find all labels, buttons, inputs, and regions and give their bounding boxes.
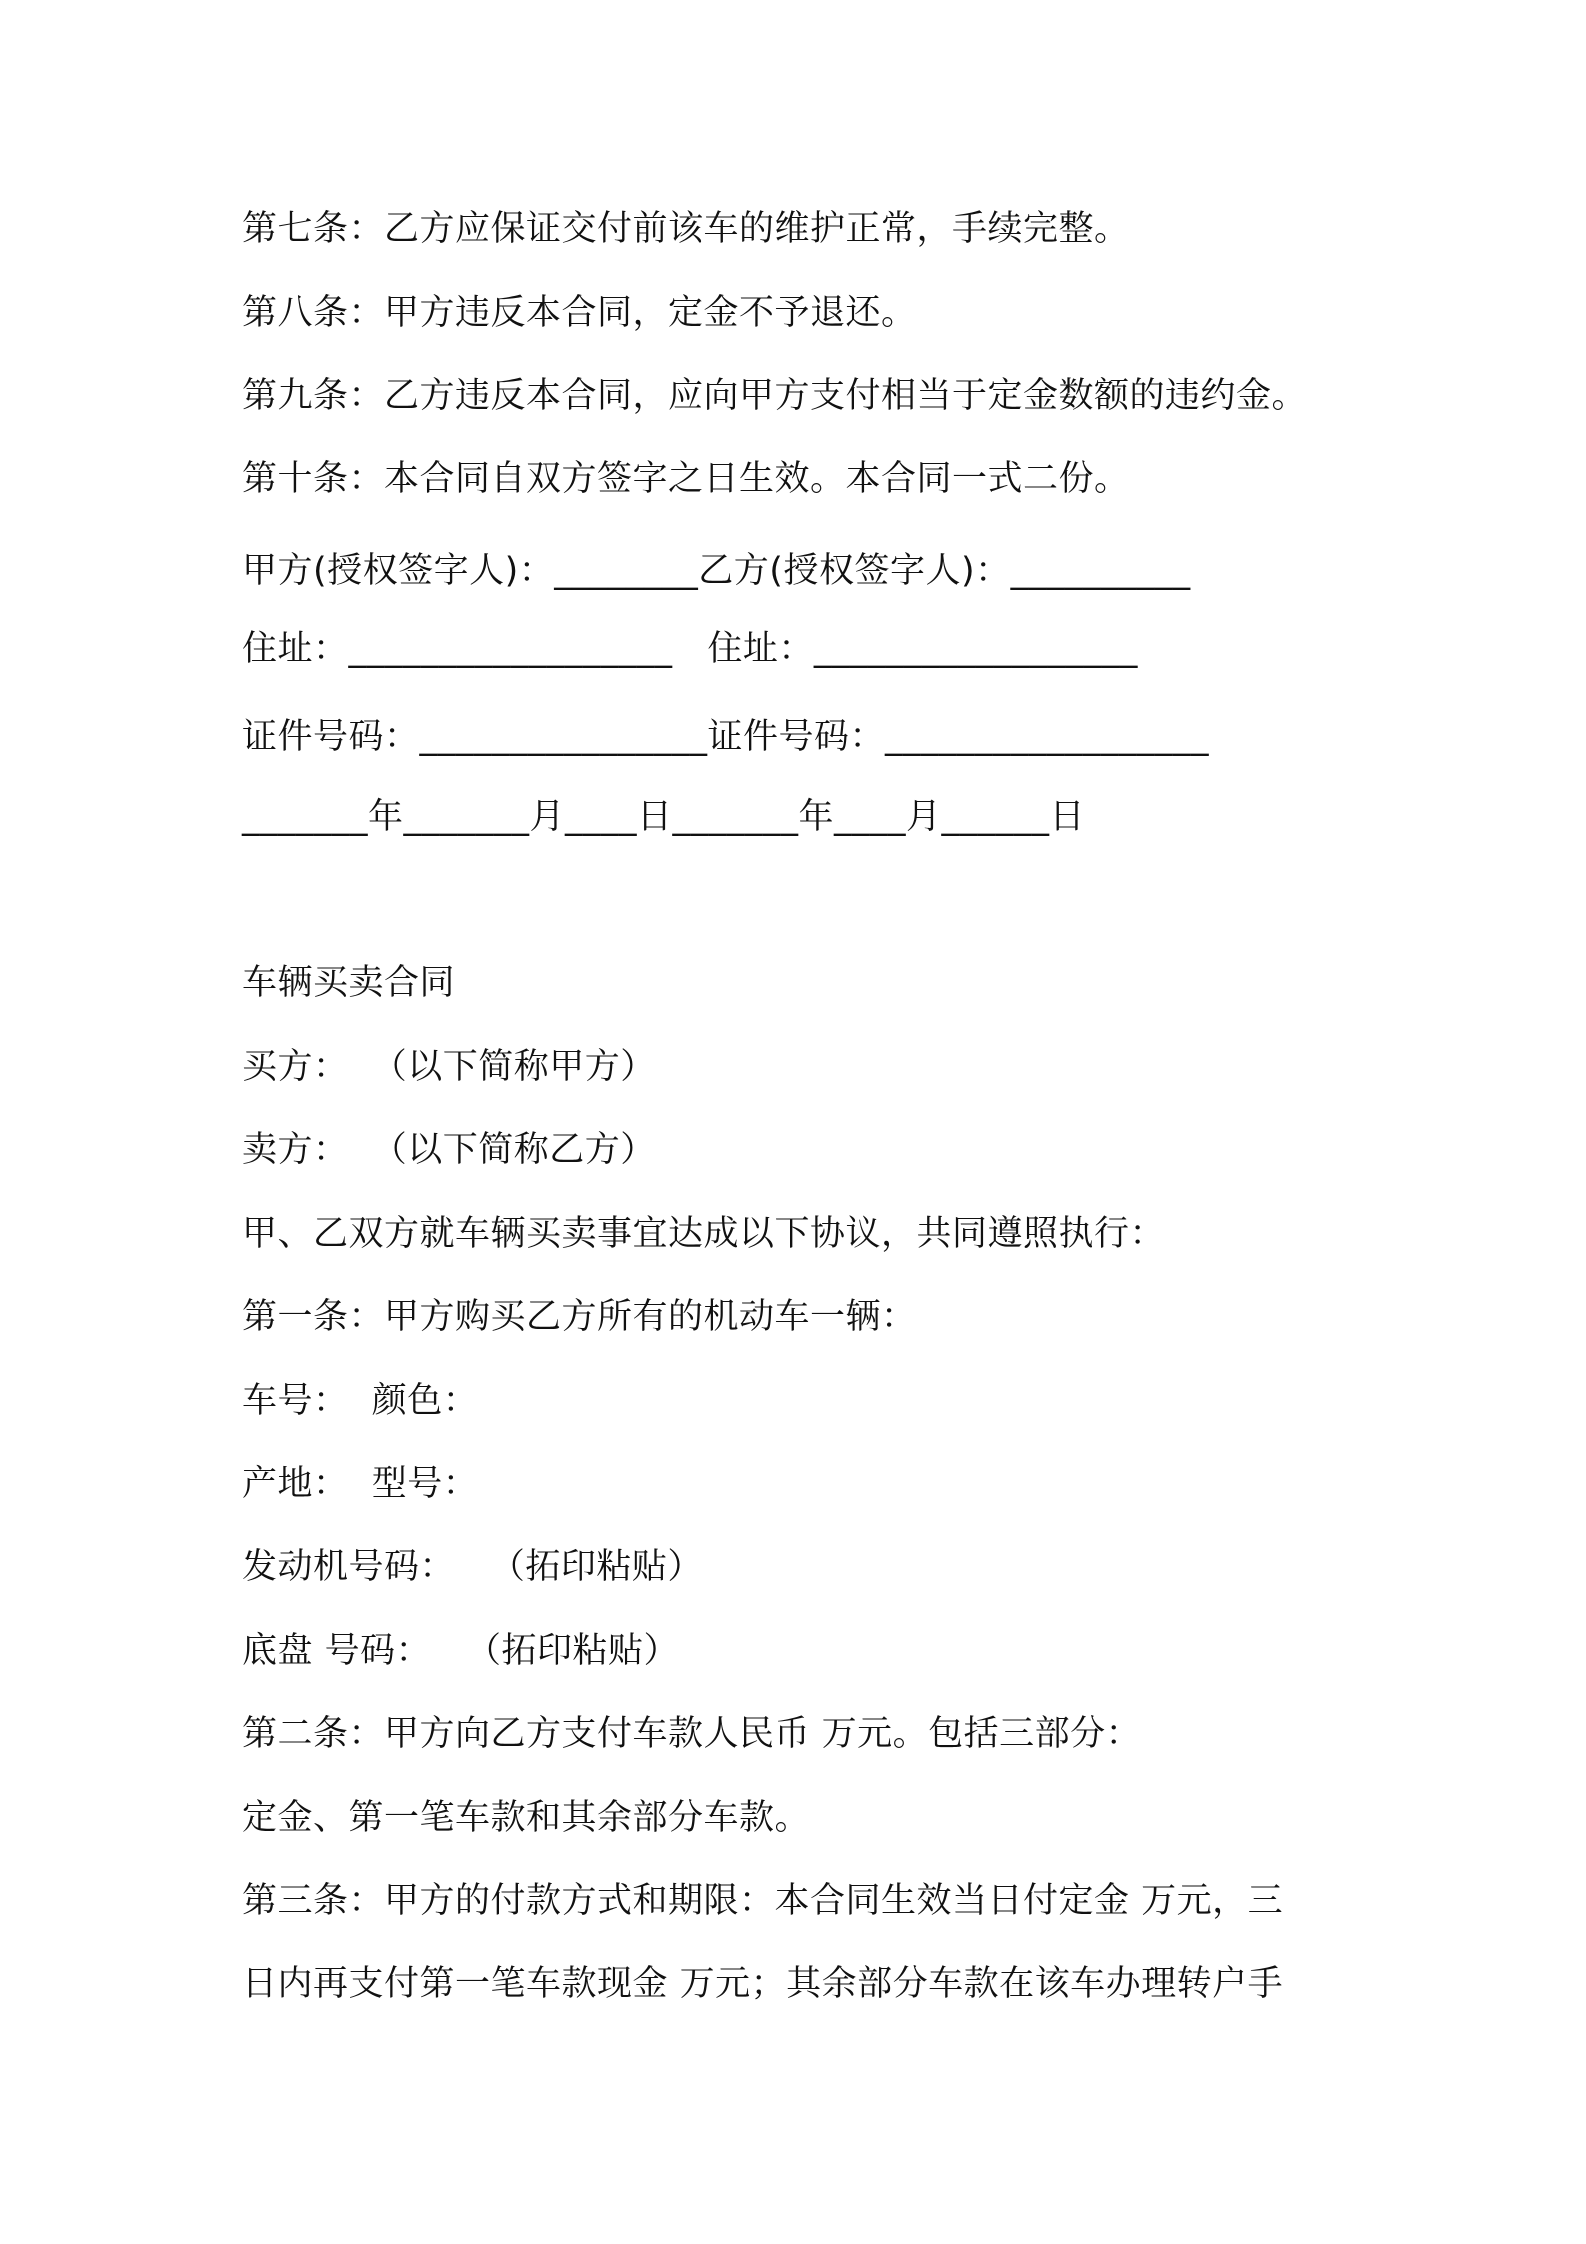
- address-line: 住址：__________________ 住址：__________________: [242, 629, 1138, 669]
- id-number-line: 证件号码：________________证件号码：__________________: [242, 717, 1210, 757]
- chassis-number-line: 底盘 号码： （拓印粘贴）: [242, 1631, 680, 1671]
- article-2-continued: 定金、第一笔车款和其余部分车款。: [242, 1798, 811, 1838]
- article-3: 第三条：甲方的付款方式和期限：本合同生效当日付定金 万元，三: [242, 1881, 1284, 1921]
- date-line: _______年_______月____日_______年____月______日: [242, 797, 1086, 837]
- plate-color-line: 车号： 颜色：: [242, 1381, 479, 1421]
- signatory-line: 甲方(授权签字人)：________乙方(授权签字人)：__________: [242, 551, 1191, 591]
- engine-number-line: 发动机号码： （拓印粘贴）: [242, 1547, 703, 1587]
- preamble: 甲、乙双方就车辆买卖事宜达成以下协议，共同遵照执行：: [242, 1214, 1166, 1254]
- buyer-line: 买方： （以下简称甲方）: [242, 1047, 656, 1087]
- origin-model-line: 产地： 型号：: [242, 1464, 479, 1504]
- article-9: 第九条：乙方违反本合同，应向甲方支付相当于定金数额的违约金。: [242, 376, 1308, 416]
- contract-title: 车辆买卖合同: [242, 963, 456, 1003]
- article-8: 第八条：甲方违反本合同，定金不予退还。: [242, 293, 917, 333]
- article-3-continued: 日内再支付第一笔车款现金 万元；其余部分车款在该车办理转户手: [242, 1964, 1284, 2004]
- article-2: 第二条：甲方向乙方支付车款人民币 万元。包括三部分：: [242, 1714, 1142, 1754]
- seller-line: 卖方： （以下简称乙方）: [242, 1130, 656, 1170]
- article-7: 第七条：乙方应保证交付前该车的维护正常，手续完整。: [242, 209, 1130, 249]
- article-10: 第十条：本合同自双方签字之日生效。本合同一式二份。: [242, 459, 1130, 499]
- article-1: 第一条：甲方购买乙方所有的机动车一辆：: [242, 1297, 917, 1337]
